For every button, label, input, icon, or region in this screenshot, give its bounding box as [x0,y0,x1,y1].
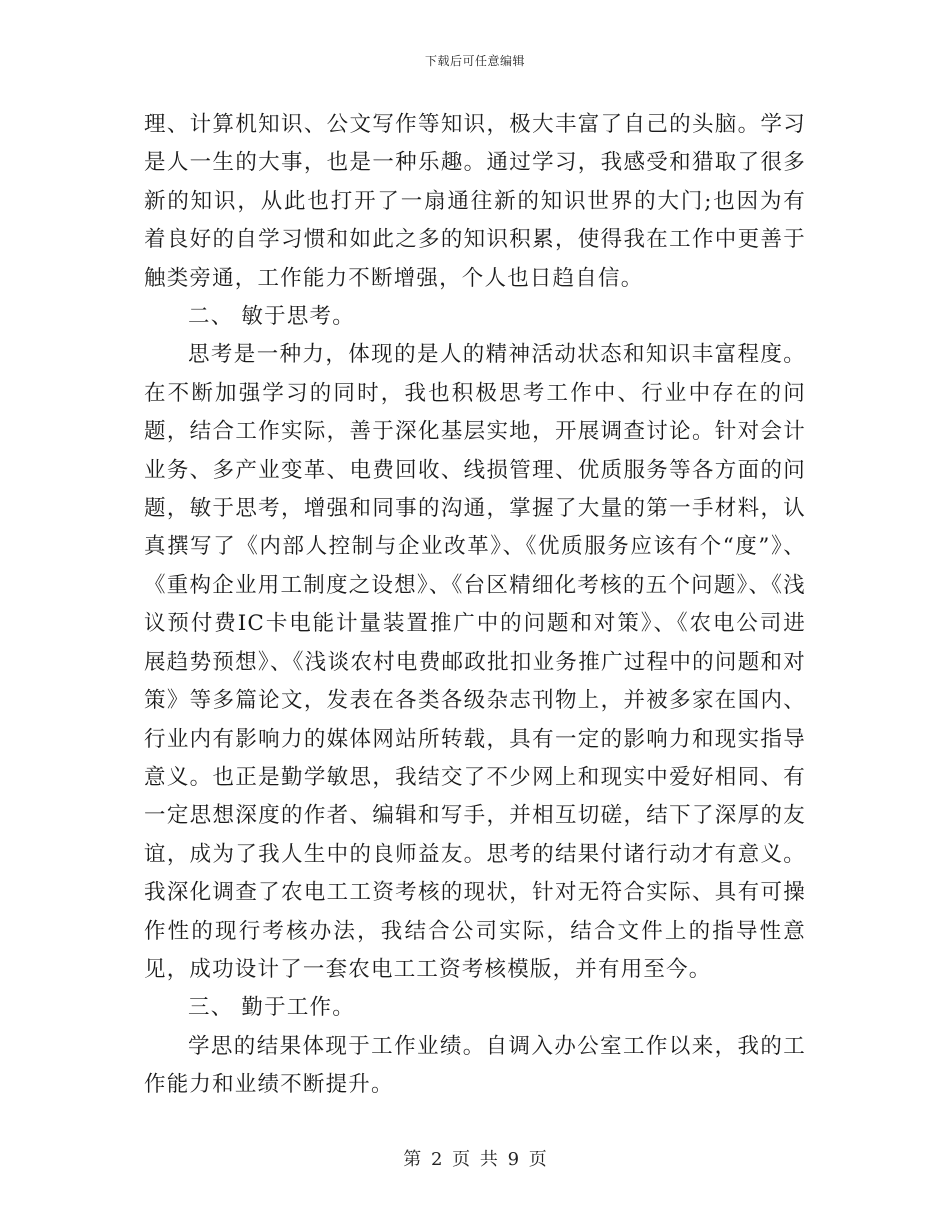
paragraph-continuation: 理、计算机知识、公文写作等知识，极大丰富了自己的头脑。学习是人一生的大事，也是一种乐趣。通过学习，我感受和猎取了很多新的知识，从此也打开了一扇通往新的知识世界的大门;也因为有着良好的自学习惯和如此之多的知识积累，使得我在工作中更善于触类旁通，工作能力不断增强，个人也日趋自信。 [144,112,806,291]
document-body [144,106,806,1105]
section-heading-two: 二、 敏于思考。 [188,304,355,330]
page-header: 下载后可任意编辑 [424,54,525,68]
paragraph-thinking: 思考是一种力，体现的是人的精神活动状态和知识丰富程度。在不断加强学习的同时，我也积极思考工作中、行业中存在的问题，结合工作实际，善于深化基层实地，开展调查讨论。针对会计业务、多产业变革、电费回收、线损管理、优质服务等各方面的问题，敏于思考，增强和同事的沟通，掌握了大量的第一手材料，认真撰写了《内部人控制与企业改革》、《优质服务应该有个“度”》、《重构企业用工制度之设想》、《台区精细化考核的五个问题》、《浅议预付费IC卡电能计量装置推广中的问题和对策》、《农电公司进展趋势预想》、《浅谈农村电费邮政批扣业务推广过程中的问题和对策》等多篇论文，发表在各类各级杂志刊物上，并被多家在国内、行业内有影响力的媒体网站所转载，具有一定的影响力和现实指导意义。也正是勤学敏思，我结交了不少网上和现实中爱好相同、有一定思想深度的作者、编辑和写手，并相互切磋，结下了深厚的友谊，成为了我人生中的良师益友。思考的结果付诸行动才有意义。我深化调查了农电工工资考核的现状，针对无符合实际、具有可操作性的现行考核办法，我结合公司实际，结合文件上的指导性意见，成功设计了一套农电工工资考核模版，并有用至今。 [144,342,806,982]
paragraph-work: 学思的结果体现于工作业绩。自调入办公室工作以来，我的工作能力和业绩不断提升。 [144,1033,806,1098]
section-heading-three: 三、 勤于工作。 [188,995,355,1021]
page-footer: 第 2 页 共 9 页 [403,1149,547,1170]
